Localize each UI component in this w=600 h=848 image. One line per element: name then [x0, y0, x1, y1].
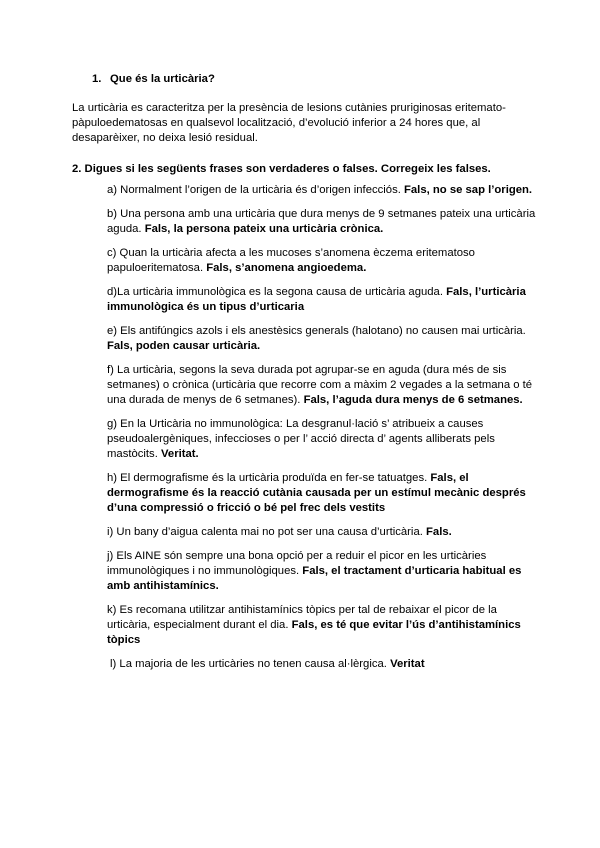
question-1-title-text: Que és la urticària?: [110, 73, 215, 85]
statement-text: h) El dermografisme és la urticària produïda en fer-se tatuatges.: [107, 472, 431, 484]
statement-i: [107, 525, 537, 540]
statement-answer: Veritat: [390, 658, 425, 670]
statement-text: i) Un bany d’aigua calenta mai no pot ser una causa d’urticària.: [107, 526, 427, 538]
statement-answer: Fals, el tractament d’urticaria habitual es amb antihistamínics.: [107, 565, 522, 592]
statement-text: c) Quan la urticària afecta a les mucoses s’anomena èczema eritematoso papuloeritematosa.: [107, 247, 475, 274]
statement-text: b) Una persona amb una urticària que dura menys de 9 setmanes pateix una urticària aguda.: [107, 208, 536, 235]
statement-list: [107, 183, 537, 681]
statement-answer: Fals, es té que evitar l’ús d’antihistamínics tòpics: [107, 619, 521, 646]
question-1-number: 1.: [92, 73, 102, 85]
statement-h: [107, 471, 537, 516]
statement-c: [107, 246, 537, 276]
statement-text: f) La urticària, segons la seva durada pot agrupar-se en aguda (dura més de sis setmanes) o crònica (urticària que recorre com a màxim 2 vegades a la setmana o té una durada de menys de 6 setmanes).: [107, 364, 533, 406]
statement-text: j) Els AINE són sempre una bona opció per a reduir el picor en les urticàries immunològiques i no immunològiques.: [107, 550, 487, 577]
statement-b: [107, 207, 537, 237]
statement-answer: Fals, la persona pateix una urticària crònica.: [144, 223, 384, 235]
statement-k: [107, 603, 537, 648]
statement-answer: Fals, l’aguda dura menys de 6 setmanes.: [303, 394, 523, 406]
statement-text: k) Es recomana utilitzar antihistamínics tòpics per tal de rebaixar el picor de la urticària, especialment durant el dia.: [107, 604, 497, 631]
statement-j: [107, 549, 537, 594]
question-1-title: [92, 72, 215, 87]
statement-a: [107, 183, 537, 198]
statement-text: a) Normalment l’origen de la urticària és d’origen infecciós.: [107, 184, 404, 196]
statement-e: [107, 324, 537, 354]
statement-g: [107, 417, 537, 462]
statement-text: e) Els antifúngics azols i els anestèsics generals (halotano) no causen mai urticària.: [107, 325, 526, 337]
statement-text: l) La majoria de les urticàries no tenen causa al·lèrgica.: [110, 658, 391, 670]
question-1-answer: La urticària es caracteritza per la presència de lesions cutànies pruriginosas eritemato-pàpuloedematosas en qualsevol localització, d’evolució inferior a 24 hores que, al desaparèixer, no deixa lesió residual.: [72, 102, 506, 144]
statement-answer: Veritat.: [161, 448, 199, 460]
statement-d: [107, 285, 537, 315]
statement-answer: Fals, el dermografisme és la reacció cutània causada per un estímul mecànic després d’una compressió o fricció o bé pel frec dels vestits: [107, 472, 526, 514]
statement-answer: Fals, s’anomena angioedema.: [206, 262, 367, 274]
statement-answer: Fals.: [426, 526, 452, 538]
statement-answer: Fals, l’urticària immunològica és un tipus d’urticaria: [107, 286, 526, 313]
statement-answer: Fals, poden causar urticària.: [107, 340, 261, 352]
statement-answer: Fals, no se sap l’origen.: [404, 184, 533, 196]
statement-text: g) En la Urticària no immunològica: La desgranul·lació s’ atribueix a causes pseudoalergèniques, infeccioses o per l’ acció directa d’ agents alliberats pels mastòcits.: [107, 418, 495, 460]
statement-f: [107, 363, 537, 408]
statement-text: d)La urticària immunològica es la segona causa de urticària aguda.: [107, 286, 447, 298]
question-2-title: 2. Digues si les següents frases son verdaderes o falses. Corregeix les falses.: [72, 163, 491, 175]
statement-l: [110, 657, 537, 672]
